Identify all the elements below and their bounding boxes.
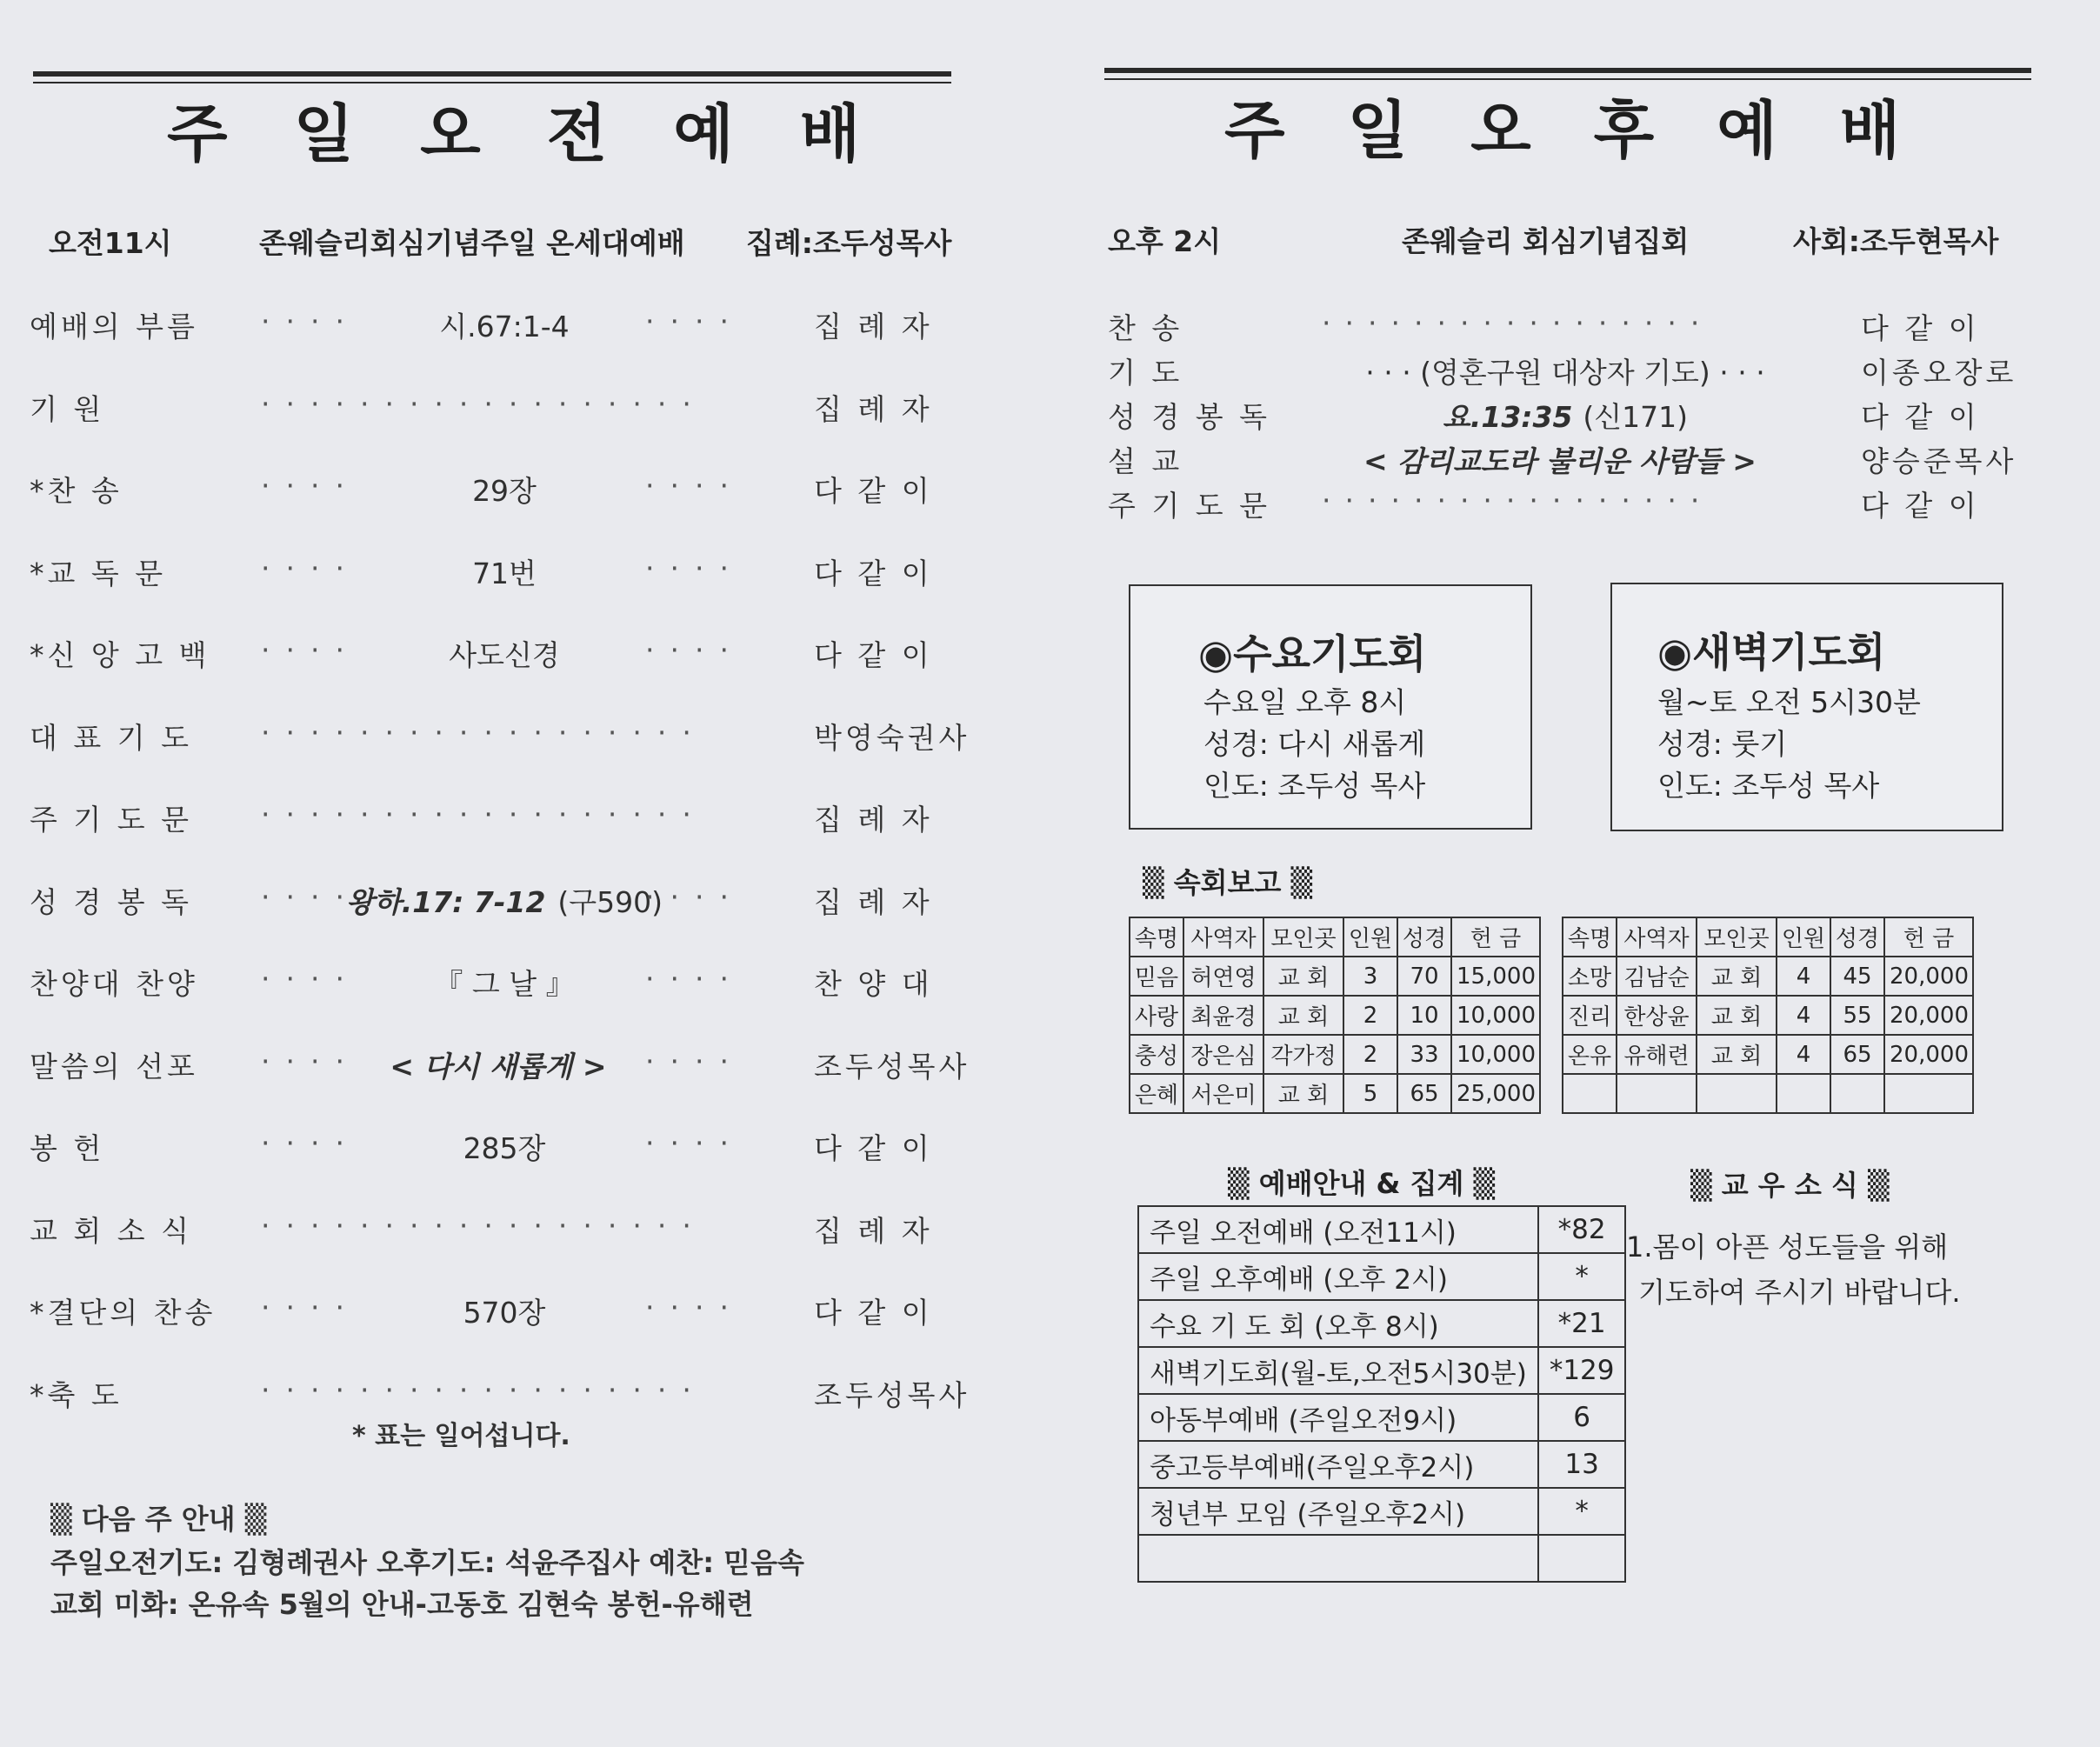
title-top-rule xyxy=(1104,68,2031,73)
cell-header: 헌 금 xyxy=(1884,917,1973,957)
leader-dots: ················· xyxy=(1322,306,1714,340)
afternoon-title: 주일오후예배 xyxy=(1224,94,1963,167)
order-detail xyxy=(463,1290,546,1331)
leader-dots: ···· xyxy=(261,879,360,914)
cell-header: 사역자 xyxy=(1183,917,1263,957)
leader-dots: ·················· xyxy=(261,386,707,421)
leader-dots: ···· xyxy=(261,962,360,996)
cell-value: 한상윤 xyxy=(1617,996,1697,1035)
cell-header: 성경 xyxy=(1830,917,1884,957)
attendance-row xyxy=(1138,1394,1625,1441)
order-detail xyxy=(439,304,569,345)
order-row xyxy=(0,716,1026,754)
cell-header-row xyxy=(1563,917,1973,957)
order-item: 설 교 xyxy=(1108,444,1183,478)
cell-value: 33 xyxy=(1397,1035,1451,1074)
cell-value: 55 xyxy=(1830,996,1884,1035)
cell-value: 10,000 xyxy=(1451,996,1540,1035)
attendance-count: 13 xyxy=(1538,1441,1626,1488)
dawn-line: 월~토 오전 5시30분 xyxy=(1657,685,1921,719)
order-person: 이종오장로 xyxy=(1861,356,2017,390)
wednesday-line: 성경: 다시 새롭게 xyxy=(1203,727,1426,761)
cell-value: 충성 xyxy=(1130,1035,1183,1074)
cell-value: 허연영 xyxy=(1183,957,1263,996)
attendance-service: 수요 기 도 회 (오후 8시) xyxy=(1138,1300,1538,1347)
next-week-line-2: 교회 미화: 온유속 5월의 안내-고동호 김현숙 봉헌-유해련 xyxy=(50,1588,754,1621)
order-person: 다 같 이 xyxy=(1861,400,1980,434)
attendance-service: 주일 오후예배 (오후 2시) xyxy=(1138,1253,1538,1300)
attendance-count: * xyxy=(1538,1488,1626,1535)
order-item: 교 회 소 식 xyxy=(30,1213,192,1248)
cell-value: 각가정 xyxy=(1263,1035,1343,1074)
order-item: 성 경 봉 독 xyxy=(1108,400,1270,434)
order-item: *찬 송 xyxy=(30,474,123,508)
cell-value: 서은미 xyxy=(1183,1074,1263,1113)
cell-value: 교 회 xyxy=(1697,996,1777,1035)
cell-value: 소망 xyxy=(1563,957,1617,996)
order-item: 성 경 봉 독 xyxy=(30,884,192,919)
cell-value xyxy=(1830,1074,1884,1113)
order-detail-text: 570장 xyxy=(463,1296,546,1330)
order-row xyxy=(0,1209,1026,1247)
order-row xyxy=(1078,350,2100,389)
dawn-line: 성경: 룻기 xyxy=(1657,727,1788,761)
order-row xyxy=(1078,439,2100,477)
leader-dots: ···· xyxy=(645,1044,744,1078)
leader-dots: ···· xyxy=(645,879,744,914)
order-person: 다 같 이 xyxy=(1861,311,1980,345)
order-row xyxy=(0,1290,1026,1329)
order-item: 예배의 부름 xyxy=(30,310,198,343)
cell-row xyxy=(1130,957,1540,996)
order-row xyxy=(1078,395,2100,433)
cell-value: 2 xyxy=(1343,996,1397,1035)
attendance-heading: ▒ 예배안내 & 집계 ▒ xyxy=(1228,1167,1496,1200)
cell-value: 교 회 xyxy=(1697,957,1777,996)
order-row xyxy=(1078,306,2100,344)
order-person: 다 같 이 xyxy=(814,474,933,508)
title-top-rule xyxy=(33,71,951,77)
order-row xyxy=(0,1126,1026,1164)
order-row xyxy=(0,387,1026,425)
afternoon-time: 오후 2시 xyxy=(1108,224,1222,258)
dawn-prayer-box xyxy=(1610,583,2003,831)
cell-value: 최윤경 xyxy=(1183,996,1263,1035)
cell-value: 유해련 xyxy=(1617,1035,1697,1074)
cell-row xyxy=(1130,996,1540,1035)
cell-row xyxy=(1563,957,1973,996)
cell-row xyxy=(1563,1035,1973,1074)
order-detail-text: 29장 xyxy=(472,474,537,508)
order-item: *교 독 문 xyxy=(30,556,167,590)
order-row xyxy=(0,551,1026,590)
order-detail xyxy=(434,962,574,1003)
cell-value xyxy=(1697,1074,1777,1113)
morning-title: 주일오전예배 xyxy=(167,97,927,170)
cell-header-row xyxy=(1130,917,1540,957)
cell-value: 45 xyxy=(1830,957,1884,996)
morning-leader: 집례:조두성목사 xyxy=(746,226,952,260)
order-detail-text: · · · (영혼구원 대상자 기도) · · · xyxy=(1365,356,1765,390)
standing-note: * 표는 일어섭니다. xyxy=(352,1421,570,1451)
cell-header: 인원 xyxy=(1777,917,1830,957)
attendance-row xyxy=(1138,1206,1625,1253)
order-item: *신 앙 고 백 xyxy=(30,638,210,672)
order-detail xyxy=(1363,439,1767,480)
order-person: 다 같 이 xyxy=(814,1296,933,1330)
order-detail xyxy=(472,469,537,510)
cell-report-heading: ▒ 속회보고 ▒ xyxy=(1143,866,1313,899)
order-detail-text: (신171) xyxy=(1583,400,1689,434)
order-detail-bold: 왕하.17: 7-12 xyxy=(345,884,546,919)
order-detail xyxy=(390,1044,618,1085)
order-item: 기 원 xyxy=(30,391,105,426)
attendance-count: *129 xyxy=(1538,1347,1626,1394)
order-row xyxy=(0,469,1026,507)
order-row xyxy=(0,962,1026,1000)
order-person: 다 같 이 xyxy=(1861,489,1980,523)
wednesday-line: 인도: 조두성 목사 xyxy=(1203,769,1426,803)
cell-value: 70 xyxy=(1397,957,1451,996)
cell-value: 2 xyxy=(1343,1035,1397,1074)
attendance-count: * xyxy=(1538,1253,1626,1300)
cell-report-table-right xyxy=(1562,917,1974,1114)
order-person: 양승준목사 xyxy=(1861,444,2017,478)
cell-header: 속명 xyxy=(1130,917,1183,957)
leader-dots: ···· xyxy=(645,469,744,503)
cell-value: 20,000 xyxy=(1884,957,1973,996)
cell-header: 사역자 xyxy=(1617,917,1697,957)
attendance-count: *21 xyxy=(1538,1300,1626,1347)
cell-value: 은혜 xyxy=(1130,1074,1183,1113)
order-detail-text: 71번 xyxy=(472,556,537,590)
attendance-service: 중고등부예배(주일오후2시) xyxy=(1138,1441,1538,1488)
order-detail-text: 사도신경 xyxy=(449,638,560,672)
morning-service-page xyxy=(0,0,1026,1747)
attendance-service: 청년부 모임 (주일오후2시) xyxy=(1138,1488,1538,1535)
cell-value: 4 xyxy=(1777,957,1830,996)
leader-dots: ·················· xyxy=(261,797,707,831)
order-detail-bold: 요.13:35 xyxy=(1442,400,1573,434)
cell-value: 믿음 xyxy=(1130,957,1183,996)
order-row xyxy=(0,1373,1026,1411)
cell-value: 장은심 xyxy=(1183,1035,1263,1074)
cell-value: 사랑 xyxy=(1130,996,1183,1035)
order-detail-text: 285장 xyxy=(463,1131,546,1165)
attendance-table xyxy=(1137,1205,1626,1583)
order-detail xyxy=(472,551,537,592)
leader-dots: ···· xyxy=(645,633,744,667)
wednesday-prayer-box xyxy=(1129,584,1532,830)
order-detail-text: 시.67:1-4 xyxy=(439,310,570,343)
leader-dots: ···· xyxy=(261,304,360,338)
cell-row xyxy=(1563,996,1973,1035)
cell-value: 4 xyxy=(1777,1035,1830,1074)
leader-dots: ·················· xyxy=(261,1372,707,1407)
wednesday-line: 수요일 오후 8시 xyxy=(1203,685,1407,719)
order-detail xyxy=(1443,395,1688,436)
order-person: 조두성목사 xyxy=(814,1377,970,1412)
cell-value xyxy=(1617,1074,1697,1113)
leader-dots: ···· xyxy=(261,550,360,585)
cell-row xyxy=(1563,1074,1973,1113)
leader-dots: ···· xyxy=(645,1290,744,1324)
cell-value: 5 xyxy=(1343,1074,1397,1113)
order-person: 집 례 자 xyxy=(814,310,933,343)
order-item: 찬양대 찬양 xyxy=(30,967,198,1001)
order-detail xyxy=(463,1126,546,1167)
order-detail-bold: < 다시 새롭게 > xyxy=(390,1049,607,1084)
cell-header: 모인곳 xyxy=(1263,917,1343,957)
leader-dots: ················· xyxy=(1322,483,1714,517)
order-detail-text: (구590) xyxy=(557,884,663,919)
cell-value: 진리 xyxy=(1563,996,1617,1035)
order-person: 다 같 이 xyxy=(814,1131,933,1165)
cell-value: 3 xyxy=(1343,957,1397,996)
order-item: 봉 헌 xyxy=(30,1131,105,1165)
order-person: 다 같 이 xyxy=(814,638,933,672)
cell-row xyxy=(1130,1074,1540,1113)
attendance-row xyxy=(1138,1253,1625,1300)
order-row xyxy=(0,797,1026,836)
cell-value: 교 회 xyxy=(1697,1035,1777,1074)
attendance-row xyxy=(1138,1535,1625,1582)
cell-value: 15,000 xyxy=(1451,957,1540,996)
order-detail xyxy=(449,633,560,674)
attendance-row xyxy=(1138,1300,1625,1347)
leader-dots: ···· xyxy=(645,550,744,585)
attendance-count xyxy=(1538,1535,1626,1582)
cell-value xyxy=(1777,1074,1830,1113)
attendance-service xyxy=(1138,1535,1538,1582)
cell-value xyxy=(1563,1074,1617,1113)
next-week-line-1: 주일오전기도: 김형례권사 오후기도: 석윤주집사 예찬: 믿음속 xyxy=(50,1546,804,1579)
order-person: 조두성목사 xyxy=(814,1049,970,1084)
wednesday-title: ◉수요기도회 xyxy=(1198,630,1427,677)
leader-dots: ···· xyxy=(645,304,744,338)
leader-dots: ···· xyxy=(261,1044,360,1078)
cell-value: 교 회 xyxy=(1263,1074,1343,1113)
cell-value: 온유 xyxy=(1563,1035,1617,1074)
next-week-heading: ▒ 다음 주 안내 ▒ xyxy=(50,1503,267,1536)
leader-dots: ·················· xyxy=(261,715,707,750)
order-detail-bold: < 감리교도라 불리운 사람들 > xyxy=(1363,444,1757,478)
order-item: *축 도 xyxy=(30,1377,123,1412)
afternoon-leader: 사회:조두현목사 xyxy=(1793,224,1999,258)
church-news-line: 1.몸이 아픈 성도들을 위해 xyxy=(1626,1230,1949,1264)
morning-occasion: 존웨슬리회심기념주일 온세대예배 xyxy=(259,226,685,260)
cell-value: 25,000 xyxy=(1451,1074,1540,1113)
cell-value: 20,000 xyxy=(1884,996,1973,1035)
order-item: 기 도 xyxy=(1108,356,1183,390)
cell-value: 4 xyxy=(1777,996,1830,1035)
order-item: 주 기 도 문 xyxy=(1108,489,1270,523)
order-row xyxy=(1078,483,2100,522)
order-row xyxy=(0,880,1026,918)
attendance-count: 6 xyxy=(1538,1394,1626,1441)
order-person: 집 례 자 xyxy=(814,1213,933,1248)
attendance-row xyxy=(1138,1488,1625,1535)
cell-header: 속명 xyxy=(1563,917,1617,957)
order-item: *결단의 찬송 xyxy=(30,1296,217,1330)
dawn-line: 인도: 조두성 목사 xyxy=(1657,769,1880,803)
cell-row xyxy=(1130,1035,1540,1074)
order-item: 대 표 기 도 xyxy=(30,720,192,755)
order-person: 집 례 자 xyxy=(814,884,933,919)
order-detail xyxy=(346,880,663,921)
morning-time: 오전11시 xyxy=(49,226,172,260)
order-person: 찬 양 대 xyxy=(814,967,933,1001)
order-item: 찬 송 xyxy=(1108,311,1183,345)
order-detail-text: 『 그 날 』 xyxy=(434,967,575,1001)
leader-dots: ···· xyxy=(645,1126,744,1160)
cell-value: 교 회 xyxy=(1263,957,1343,996)
order-person: 집 례 자 xyxy=(814,391,933,426)
church-news-line: 기도하여 주시기 바랍니다. xyxy=(1638,1276,1961,1309)
order-person: 다 같 이 xyxy=(814,556,933,590)
cell-value: 10 xyxy=(1397,996,1451,1035)
order-person: 박영숙권사 xyxy=(814,720,970,755)
order-detail xyxy=(1365,350,1765,391)
cell-value: 10,000 xyxy=(1451,1035,1540,1074)
order-person: 집 례 자 xyxy=(814,803,933,837)
attendance-service: 아동부예배 (주일오전9시) xyxy=(1138,1394,1538,1441)
cell-value: 65 xyxy=(1830,1035,1884,1074)
leader-dots: ···· xyxy=(261,1290,360,1324)
cell-report-table-left xyxy=(1129,917,1541,1114)
dawn-title: ◉새벽기도회 xyxy=(1657,629,1886,676)
cell-value: 김남순 xyxy=(1617,957,1697,996)
leader-dots: ···· xyxy=(645,962,744,996)
cell-value: 65 xyxy=(1397,1074,1451,1113)
attendance-service: 새벽기도회(월-토,오전5시30분) xyxy=(1138,1347,1538,1394)
order-row xyxy=(0,633,1026,671)
attendance-row xyxy=(1138,1441,1625,1488)
cell-header: 성경 xyxy=(1397,917,1451,957)
leader-dots: ···· xyxy=(261,1126,360,1160)
cell-value: 교 회 xyxy=(1263,996,1343,1035)
cell-header: 인원 xyxy=(1343,917,1397,957)
cell-value: 20,000 xyxy=(1884,1035,1973,1074)
church-news-heading: ▒ 교 우 소 식 ▒ xyxy=(1690,1169,1890,1202)
order-item: 말씀의 선포 xyxy=(30,1049,198,1084)
leader-dots: ·················· xyxy=(261,1208,707,1243)
attendance-count: *82 xyxy=(1538,1206,1626,1253)
cell-header: 헌 금 xyxy=(1451,917,1540,957)
order-row xyxy=(0,304,1026,343)
cell-header: 모인곳 xyxy=(1697,917,1777,957)
afternoon-service-page xyxy=(1078,0,2100,1747)
cell-value xyxy=(1884,1074,1973,1113)
afternoon-occasion: 존웨슬리 회심기념집회 xyxy=(1402,224,1690,258)
order-item: 주 기 도 문 xyxy=(30,803,192,837)
attendance-service: 주일 오전예배 (오전11시) xyxy=(1138,1206,1538,1253)
attendance-row xyxy=(1138,1347,1625,1394)
order-row xyxy=(0,1044,1026,1083)
leader-dots: ···· xyxy=(261,469,360,503)
leader-dots: ···· xyxy=(261,633,360,667)
